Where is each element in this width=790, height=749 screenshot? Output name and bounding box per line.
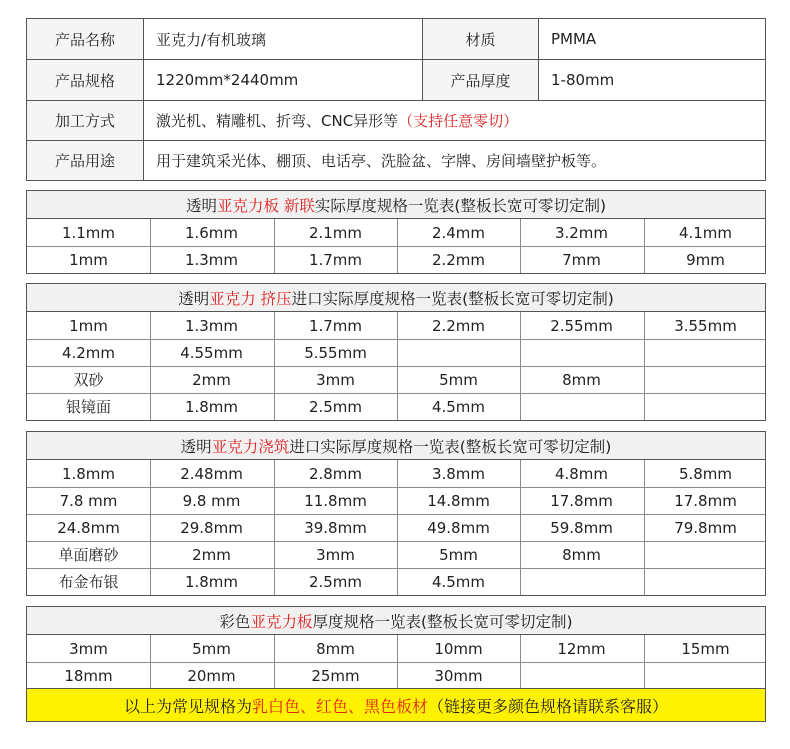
spec-cell: 9mm [686,250,725,269]
spec-cell: 2.48mm [180,464,243,483]
spec-cell: 1.6mm [184,223,239,242]
spec-title-pre: 透明 [178,289,210,308]
spec-cell: 4.55mm [180,343,243,362]
spec-cell: 17.8mm [550,491,613,510]
spec-cell: 3mm [69,639,108,658]
spec-cell: 1.7mm [308,316,363,335]
value-product-size: 1220mm*2440mm [156,71,299,89]
spec-grid [27,635,765,689]
spec-cell [644,662,767,689]
spec-table-title [27,284,765,312]
spec-cell: 79.8mm [674,518,737,537]
spec-cell [644,393,767,420]
spec-cell [644,568,767,595]
value-thickness: 1-80mm [551,71,615,89]
spec-cell: 7mm [562,250,601,269]
spec-cell: 1.7mm [308,250,363,269]
spec-cell: 15mm [681,639,730,658]
spec-cell [397,339,520,366]
spec-title-post: 进口实际厚度规格一览表(整板长宽可零切定制) [291,289,614,308]
spec-cell: 29.8mm [180,518,243,537]
spec-row [27,487,765,514]
info-row-use [27,141,765,180]
spec-row [27,219,765,246]
spec-cell: 8mm [316,639,355,658]
spec-cell: 9.8 mm [182,491,241,510]
spec-cell: 4.1mm [678,223,733,242]
spec-cell: 1mm [69,316,108,335]
spec-table [26,606,766,690]
product-info-table [26,18,766,181]
spec-cell: 4.5mm [431,397,486,416]
spec-cell: 10mm [434,639,483,658]
spec-cell: 双砂 [73,371,104,389]
spec-cell: 2mm [192,370,231,389]
spec-cell: 1.1mm [61,223,116,242]
spec-cell: 1.3mm [184,250,239,269]
label-material: 材质 [422,19,539,59]
spec-cell: 18mm [64,666,113,685]
info-row-size [27,60,765,101]
info-row-name [27,19,765,60]
spec-cell: 3.55mm [674,316,737,335]
spec-title-post: 进口实际厚度规格一览表(整板长宽可零切定制) [289,437,612,456]
spec-cell: 12mm [557,639,606,658]
spec-cell: 17.8mm [674,491,737,510]
spec-table [26,431,766,596]
spec-table [26,190,766,274]
spec-cell: 5.55mm [304,343,367,362]
spec-cell: 30mm [434,666,483,685]
spec-cell: 2.5mm [308,572,363,591]
value-product-name: 亚克力/有机玻璃 [156,30,267,49]
spec-cell [520,662,643,689]
spec-grid [27,460,765,595]
spec-title-pre: 透明 [185,196,217,215]
spec-cell: 25mm [311,666,360,685]
spec-cell: 3.2mm [554,223,609,242]
spec-cell [644,366,767,393]
spec-grid [27,219,765,273]
footer-text-colors: 乳白色、红色、黑色板材 [251,696,428,716]
spec-row [27,339,765,366]
label-thickness: 产品厚度 [422,60,539,100]
spec-cell: 2.4mm [431,223,486,242]
spec-title-red: 亚克力板 新联 [216,196,315,215]
spec-cell [520,339,643,366]
spec-cell: 4.5mm [431,572,486,591]
label-process: 加工方式 [27,101,144,140]
spec-cell: 3mm [316,370,355,389]
spec-cell: 2.55mm [550,316,613,335]
footer-text-post: （链接更多颜色规格请联系客服） [428,696,669,716]
spec-cell: 11.8mm [304,491,367,510]
spec-title-post: 实际厚度规格一览表(整板长宽可零切定制) [314,196,607,215]
spec-table-title [27,432,765,460]
spec-cell: 24.8mm [57,518,120,537]
spec-cell: 8mm [562,370,601,389]
footer-text-pre: 以上为常见规格为 [123,696,252,716]
spec-cell: 59.8mm [550,518,613,537]
spec-cell: 8mm [562,545,601,564]
spec-cell: 1.8mm [61,464,116,483]
spec-table-title [27,191,765,219]
spec-row [27,635,765,662]
spec-cell [644,541,767,568]
spec-cell: 5mm [192,639,231,658]
spec-cell: 2mm [192,545,231,564]
spec-cell: 2.1mm [308,223,363,242]
spec-row [27,568,765,595]
spec-cell: 2.2mm [431,250,486,269]
spec-cell: 14.8mm [427,491,490,510]
spec-row [27,393,765,420]
spec-title-red: 亚克力 挤压 [209,289,292,308]
spec-cell: 49.8mm [427,518,490,537]
label-use: 产品用途 [27,141,144,180]
spec-cell: 单面磨砂 [58,546,119,564]
info-row-process [27,101,765,141]
spec-table [26,283,766,421]
spec-row [27,312,765,339]
label-product-name: 产品名称 [27,19,144,59]
spec-grid [27,312,765,420]
spec-row [27,662,765,689]
spec-cell: 1.8mm [184,397,239,416]
spec-cell: 39.8mm [304,518,367,537]
spec-cell: 5mm [439,545,478,564]
value-use: 用于建筑采光体、棚顶、电话亭、洗脸盆、字牌、房间墙壁护板等。 [156,152,607,170]
spec-cell [520,568,643,595]
spec-cell: 银镜面 [65,398,111,416]
process-highlight: （支持任意零切） [398,112,519,130]
spec-cell: 3.8mm [431,464,486,483]
value-process [144,101,765,140]
spec-cell [644,339,767,366]
footer-note [26,688,766,722]
spec-cell: 1mm [69,250,108,269]
value-material: PMMA [551,30,597,48]
spec-title-pre: 彩色 [219,612,251,631]
spec-cell: 3mm [316,545,355,564]
spec-title-pre: 透明 [180,437,212,456]
spec-cell: 2.2mm [431,316,486,335]
spec-cell: 5mm [439,370,478,389]
spec-cell: 5.8mm [678,464,733,483]
spec-cell: 4.8mm [554,464,609,483]
spec-cell: 2.5mm [308,397,363,416]
spec-title-red: 亚克力板 [250,612,313,631]
label-product-size: 产品规格 [27,60,144,100]
spec-row [27,514,765,541]
spec-title-post: 厚度规格一览表(整板长宽可零切定制) [312,612,573,631]
spec-cell [520,393,643,420]
spec-cell: 2.8mm [308,464,363,483]
spec-row [27,541,765,568]
spec-cell: 20mm [187,666,236,685]
spec-row [27,366,765,393]
spec-title-red: 亚克力浇筑 [211,437,290,456]
process-methods: 激光机、精雕机、折弯、CNC异形等 [156,112,399,130]
spec-cell: 7.8 mm [59,491,118,510]
spec-cell: 4.2mm [61,343,116,362]
spec-row [27,460,765,487]
spec-table-title [27,607,765,635]
spec-cell: 布金布银 [58,573,119,591]
spec-row [27,246,765,273]
spec-cell: 1.8mm [184,572,239,591]
spec-cell: 1.3mm [184,316,239,335]
